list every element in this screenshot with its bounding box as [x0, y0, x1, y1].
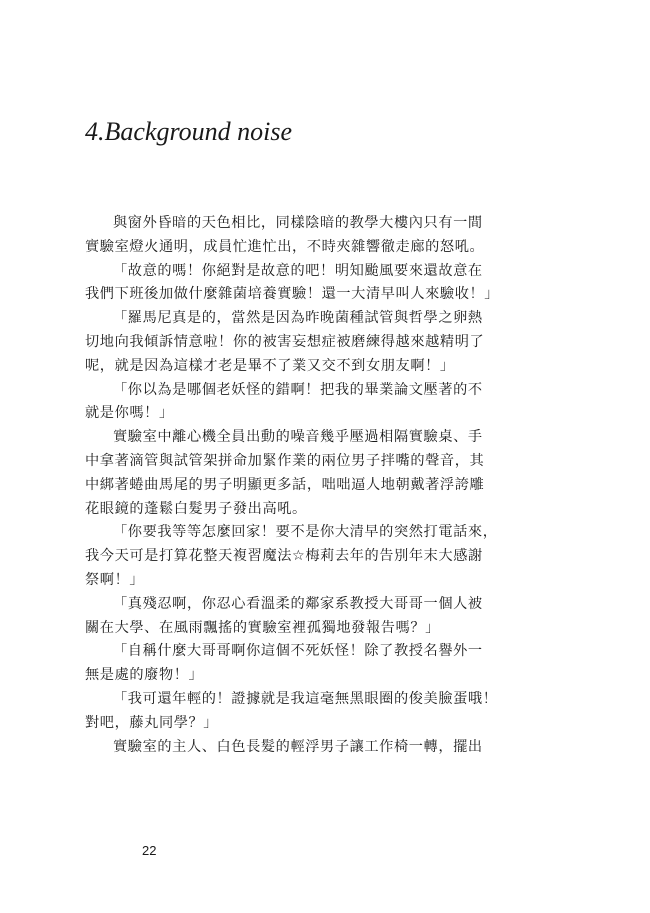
text-line: 就是你嗎！」	[85, 405, 174, 422]
text-line: 無是處的廢物！」	[85, 667, 204, 684]
text-line: 花眼鏡的蓬鬆白髮男子發出高吼。	[85, 500, 307, 517]
text-line: 實驗室中離心機全員出動的噪音幾乎壓過相隔實驗桌、手	[113, 429, 483, 446]
text-line: 切地向我傾訴情意啦！你的被害妄想症被磨練得越來越精明了	[85, 333, 485, 350]
text-line: 我們下班後加做什麼雜菌培養實驗！還一大清早叫人來驗收！」	[85, 286, 500, 303]
text-line: 實驗室的主人、白色長髮的輕浮男子讓工作椅一轉，擺出	[113, 738, 483, 755]
text-line: 「你要我等等怎麼回家！要不是你大清早的突然打電話來，	[113, 524, 498, 541]
text-line: 「你以為是哪個老妖怪的錯啊！把我的畢業論文壓著的不	[113, 381, 483, 398]
text-line: 中拿著滴管與試管架拼命加緊作業的兩位男子拌嘴的聲音，其	[85, 452, 485, 469]
text-line: 「真殘忍啊，你忍心看溫柔的鄰家系教授大哥哥一個人被	[113, 595, 483, 612]
chapter-title: 4.Background noise	[85, 117, 292, 146]
text-line: 中綁著蜷曲馬尾的男子明顯更多話，咄咄逼人地朝戴著浮誇雕	[85, 476, 485, 493]
text-line: 對吧，藤丸同學？」	[85, 714, 219, 731]
text-line: 關在大學、在風雨飄搖的實驗室裡孤獨地發報告嗎？」	[85, 619, 440, 636]
text-line: 祭啊！」	[85, 571, 145, 588]
text-line: 「我可還年輕的！證據就是我這毫無黑眼圈的俊美臉蛋哦！	[113, 690, 498, 707]
text-line: 「故意的嗎！你絕對是故意的吧！明知颱風要來還故意在	[113, 262, 483, 279]
text-line: 與窗外昏暗的天色相比，同樣陰暗的教學大樓內只有一間	[113, 215, 483, 231]
page-number: 22	[142, 843, 157, 858]
text-line: 呢，就是因為這樣才老是畢不了業又交不到女朋友啊！」	[85, 357, 455, 374]
text-line: 實驗室燈火通明，成員忙進忙出，不時夾雜響徹走廊的怒吼。	[85, 238, 485, 255]
text-line: 「自稱什麼大哥哥啊你這個不死妖怪！除了教授名譽外一	[113, 643, 483, 660]
text-line: 我今天可是打算花整天複習魔法☆梅莉去年的告別年末大感謝	[85, 548, 483, 565]
body-text	[85, 212, 535, 759]
text-line: 「羅馬尼真是的，當然是因為昨晚菌種試管與哲學之卵熱	[113, 310, 483, 327]
